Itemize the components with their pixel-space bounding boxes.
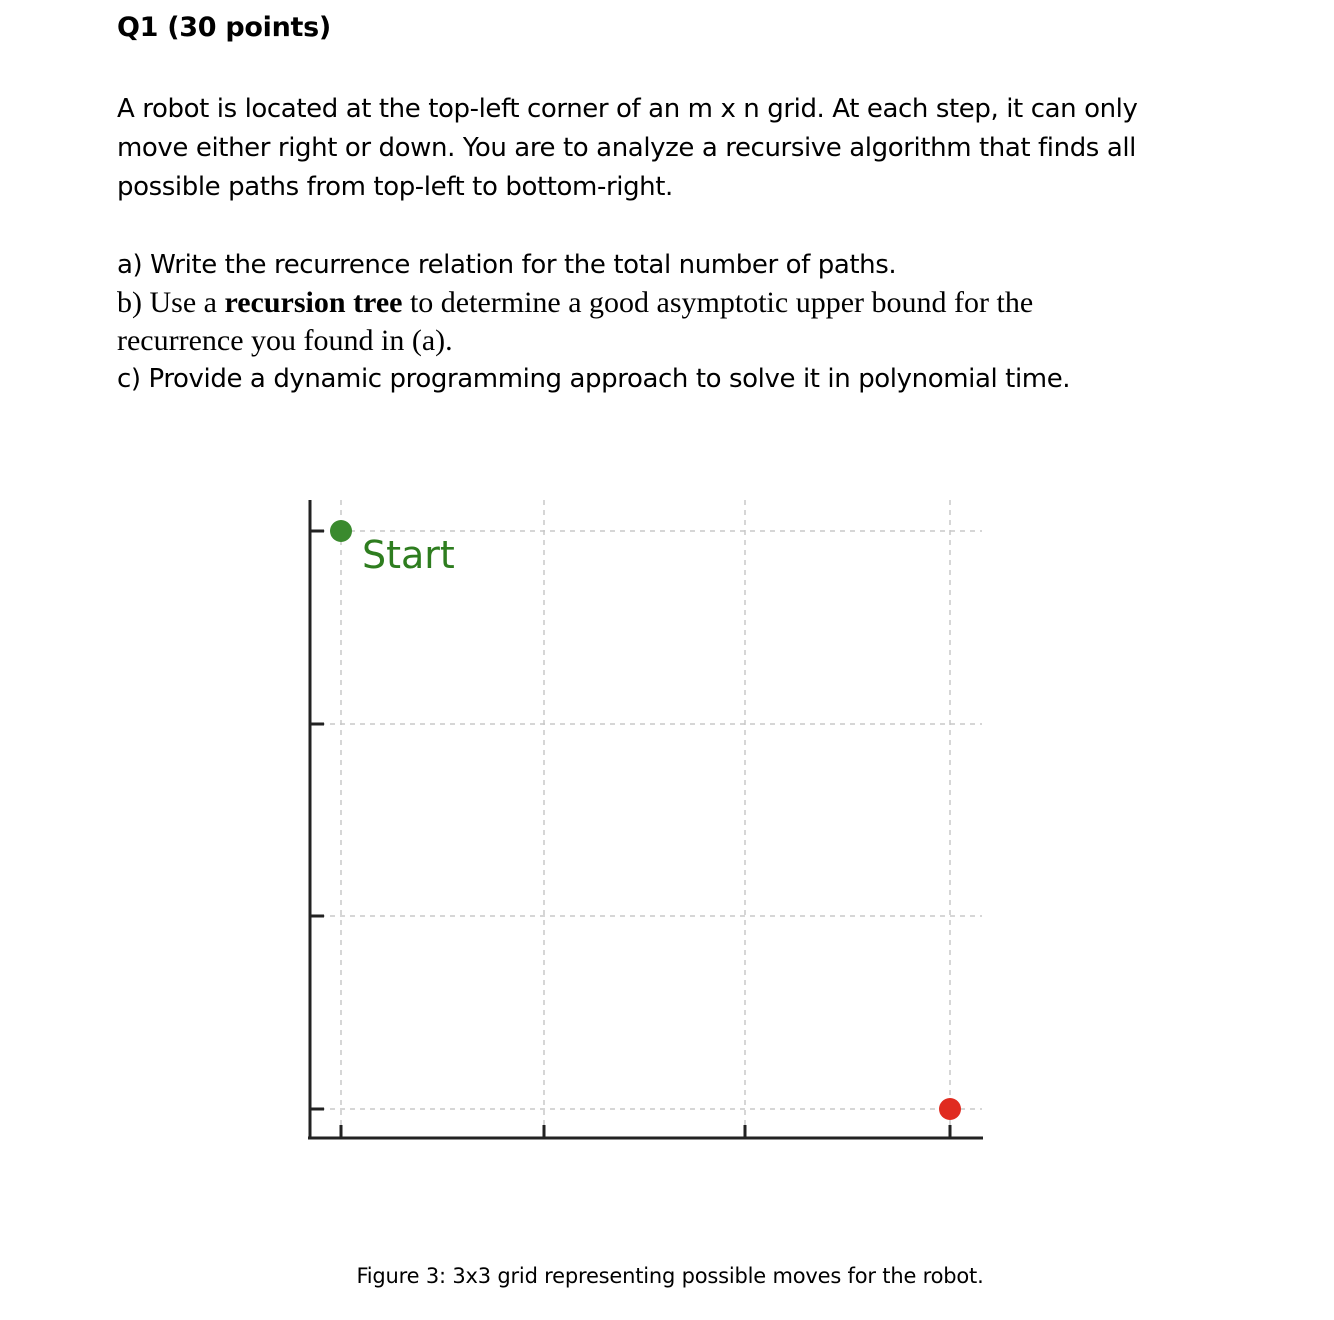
grid-svg — [300, 495, 1000, 1155]
part-a: a) Write the recurrence relation for the total number of paths. — [117, 250, 897, 280]
part-b-prefix: b) Use a — [117, 286, 225, 319]
intro-line-1: A robot is located at the top-left corner of an m x n grid. At each step, it can only — [117, 94, 1138, 124]
end-marker — [939, 1098, 961, 1120]
part-b-continued: recurrence you found in (a). — [117, 324, 453, 357]
part-b-suffix: to determine a good asymptotic upper bound for the — [402, 286, 1034, 319]
part-b — [117, 284, 1217, 322]
part-c: c) Provide a dynamic programming approach to solve it in polynomial time. — [117, 364, 1071, 394]
intro-line-3: possible paths from top-left to bottom-right. — [117, 172, 673, 202]
robot-grid-figure — [300, 495, 1000, 1155]
start-marker — [330, 520, 352, 542]
intro-line-2: move either right or down. You are to analyze a recursive algorithm that finds all — [117, 133, 1136, 163]
figure-caption: Figure 3: 3x3 grid representing possible moves for the robot. — [356, 1264, 984, 1288]
question-title: Q1 (30 points) — [117, 12, 331, 43]
question-parts — [117, 246, 1217, 398]
part-b-bold-term: recursion tree — [224, 286, 403, 319]
start-label: Start — [362, 533, 455, 577]
problem-statement — [117, 90, 1197, 207]
